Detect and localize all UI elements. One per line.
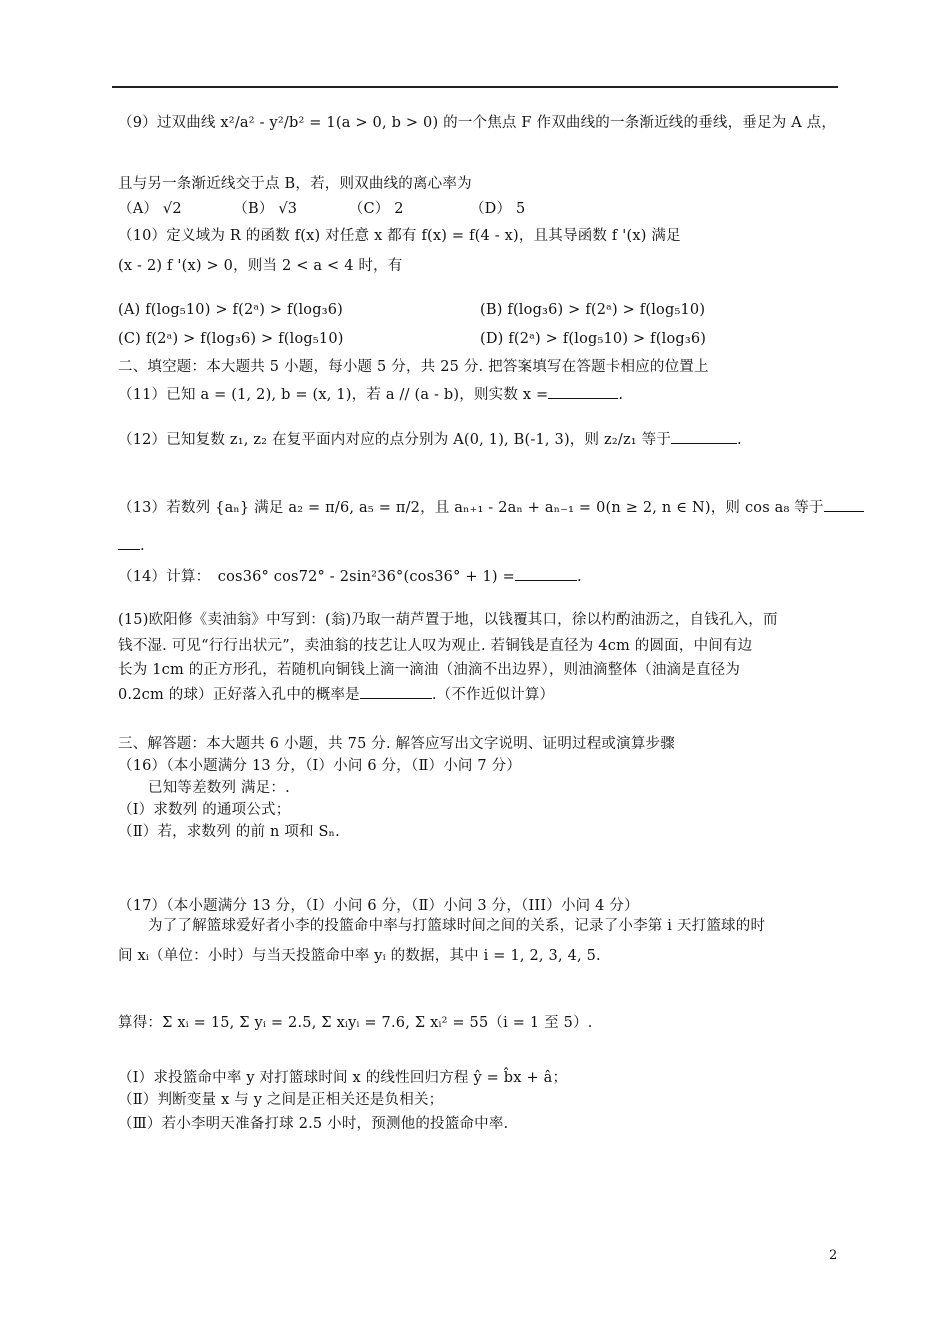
line-text: （Ⅲ）若小李明天准备打球 2.5 小时，预测他的投篮命中率.	[118, 1116, 509, 1132]
line-text: (15)欧阳修《卖油翁》中写到：(翁)乃取一葫芦置于地，以钱覆其口，徐以杓酌油沥之，自钱孔入，而	[118, 612, 778, 628]
line-text: 0.2cm 的球）正好落入孔中的概率是	[118, 687, 360, 703]
text-line-q17-f	[118, 1114, 508, 1134]
line-tail: .	[140, 538, 145, 554]
text-line-q17-b	[118, 946, 601, 966]
text-line-q15-4	[118, 684, 554, 705]
line-tail: .（不作近似计算）	[431, 687, 555, 703]
text-line-q10-ab	[118, 300, 343, 320]
line-text: 算得：Σ xᵢ = 15, Σ yᵢ = 2.5, Σ xᵢyᵢ = 7.6, Σ xᵢ² = 55（i = 1 至 5）.	[118, 1015, 593, 1031]
text-line-q16-c	[118, 822, 340, 842]
answer-blank	[824, 497, 864, 512]
text-line-q16-a	[148, 778, 290, 798]
text-line-q10-cc	[118, 329, 344, 349]
text-line-sec3	[118, 734, 675, 754]
answer-blank	[118, 535, 140, 550]
line-tail: .	[618, 387, 624, 403]
text-line-q13	[118, 497, 864, 518]
text-line-q9-1	[118, 113, 836, 133]
line-text: （16）（本小题满分 13 分，（Ⅰ）小问 6 分，（Ⅱ）小问 7 分）	[118, 758, 522, 774]
line-tail: .	[576, 569, 582, 585]
text-line-q15-1	[118, 610, 778, 630]
text-line-q17	[118, 896, 639, 916]
line-text: 长为 1cm 的正方形孔，若随机向铜钱上滴一滴油（油滴不出边界），则油滴整体（油滴是直径为	[118, 662, 741, 678]
text-line-q17-a	[148, 916, 765, 936]
line-text: (x - 2) f '(x) > 0，则当 2 < a < 4 时，有	[118, 258, 403, 274]
line-text: （13）若数列 {aₙ} 满足 a₂ = π/6, a₅ = π/2，且 aₙ₊₁ - 2aₙ + aₙ₋₁ = 0(n ≥ 2, n ∈ N)，则 cos a₈ 等于	[118, 500, 824, 516]
text-line-q10-2	[118, 256, 403, 276]
text-line-q16	[118, 756, 521, 776]
text-line-q10-dd	[480, 329, 706, 349]
text-line-q17-d	[118, 1068, 567, 1088]
text-line-q12	[118, 429, 742, 450]
line-text: （Ⅱ）若，求数列 的前 n 项和 Sₙ.	[118, 824, 340, 840]
line-text: 且与另一条渐近线交于点 B，若，则双曲线的离心率为	[118, 176, 472, 192]
text-line-q15-2	[118, 636, 752, 656]
line-text: （Ⅰ）求投篮命中率 y 对打篮球时间 x 的线性回归方程 ŷ = b̂x + â；	[118, 1070, 568, 1086]
line-text: 钱不湿. 可见“行行出状元”，卖油翁的技艺让人叹为观止. 若铜钱是直径为 4cm 的圆面，中间有边	[118, 638, 753, 654]
line-text: （11）已知 a = (1, 2), b = (x, 1)，若 a // (a - b)，则实数 x =	[118, 387, 549, 403]
page-number: 2	[829, 1248, 838, 1263]
text-line-q16-b	[118, 800, 290, 820]
text-line-q10-bb	[480, 300, 705, 320]
text-line-q10-1	[118, 226, 681, 246]
text-line-q17-e	[118, 1090, 443, 1110]
text-line-q17-c	[118, 1013, 593, 1033]
text-line-q13-2	[118, 535, 145, 556]
line-text: (B) f(log₃6) > f(2ᵃ) > f(log₅10)	[480, 302, 706, 318]
line-text: （12）已知复数 z₁, z₂ 在复平面内对应的点分别为 A(0, 1), B(-1, 3)，则 z₂/z₁ 等于	[118, 432, 672, 448]
answer-blank	[671, 429, 737, 444]
text-line-q14	[118, 566, 582, 587]
line-text: （A） √2 （B） √3 （C） 2 （D） 5	[118, 201, 526, 217]
line-text: 为了了解篮球爱好者小李的投篮命中率与打篮球时间之间的关系，记录了小李第 i 天打篮球的时	[148, 918, 766, 934]
text-line-q9-2	[118, 174, 472, 194]
text-line-q9-opts	[118, 199, 525, 219]
line-text: (C) f(2ᵃ) > f(log₃6) > f(log₅10)	[118, 331, 344, 347]
line-text: 三、解答题：本大题共 6 小题，共 75 分. 解答应写出文字说明、证明过程或演算步骤	[118, 736, 675, 752]
line-text: (D) f(2ᵃ) > f(log₅10) > f(log₃6)	[480, 331, 707, 347]
line-text: （Ⅰ）求数列 的通项公式；	[118, 802, 291, 818]
text-line-sec2	[118, 357, 709, 377]
line-text: （Ⅱ）判断变量 x 与 y 之间是正相关还是负相关；	[118, 1092, 444, 1108]
line-tail: .	[737, 432, 742, 448]
answer-blank	[515, 566, 577, 581]
line-text: （17）（本小题满分 13 分，（Ⅰ）小问 6 分，（Ⅱ）小问 3 分，（III）小问 4 分）	[118, 898, 639, 914]
text-line-q15-3	[118, 660, 740, 680]
line-text: 间 xᵢ（单位：小时）与当天投篮命中率 yᵢ 的数据，其中 i = 1, 2, 3, 4, 5.	[118, 948, 601, 964]
line-text: (A) f(log₅10) > f(2ᵃ) > f(log₃6)	[118, 302, 343, 318]
header-rule	[112, 86, 838, 88]
answer-blank	[360, 684, 432, 699]
line-text: （10）定义域为 R 的函数 f(x) 对任意 x 都有 f(x) = f(4 - x)，且其导函数 f '(x) 满足	[118, 228, 681, 244]
line-text: （9）过双曲线 x²/a² - y²/b² = 1(a > 0, b > 0) 的一个焦点 F 作双曲线的一条渐近线的垂线，垂足为 A 点，	[118, 115, 837, 131]
text-line-q11	[118, 384, 623, 405]
answer-blank	[548, 384, 618, 399]
line-text: 二、填空题：本大题共 5 小题，每小题 5 分，共 25 分. 把答案填写在答题卡相应的位置上	[118, 359, 709, 375]
line-text: （14）计算： cos36° cos72° - 2sin²36°(cos36° + 1) =	[118, 569, 515, 585]
line-text: 已知等差数列 满足：.	[148, 780, 290, 796]
